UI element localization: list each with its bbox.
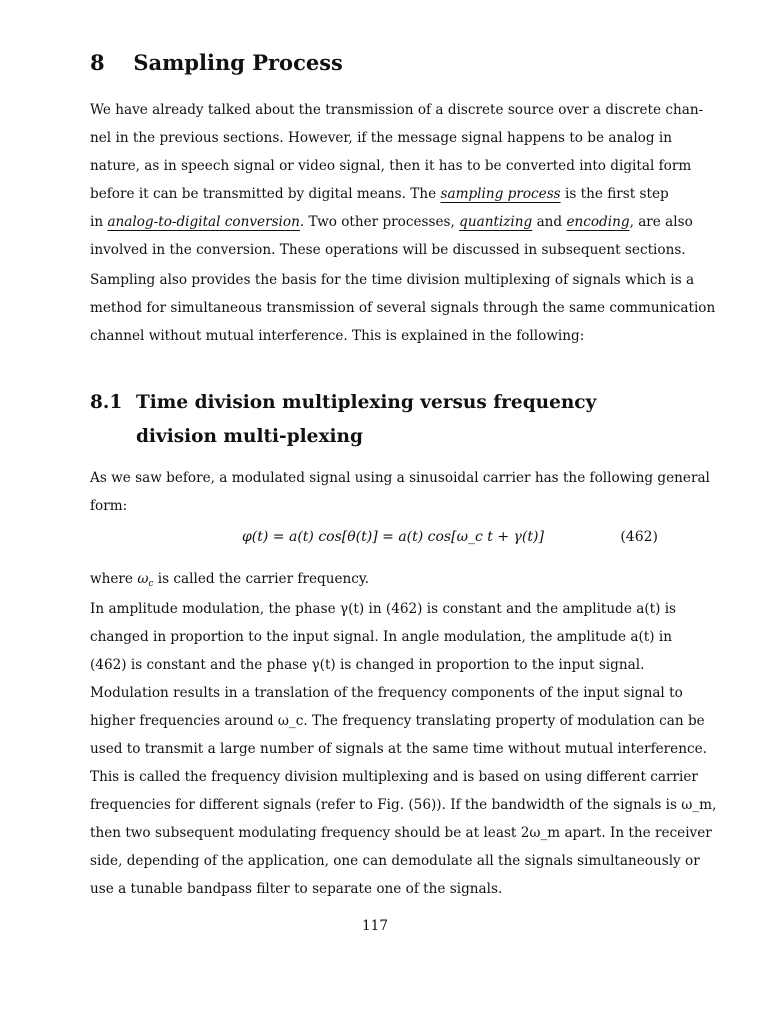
text-span: before it can be transmitted by digital means. The (90, 186, 437, 202)
paragraph-line (90, 208, 693, 236)
paragraph-line (90, 565, 660, 593)
paragraph-line: (462) is constant and the phase γ(t) is changed in proportion to the input signal. (90, 657, 645, 673)
paragraph-line: nel in the previous sections. However, if the message signal happens to be analog in (90, 130, 672, 146)
term-sampling-process: sampling process (440, 186, 561, 202)
term-analog-to-digital: analog-to-digital conversion (107, 214, 300, 230)
paragraph-intro (90, 96, 704, 264)
paragraph-line: then two subsequent modulating frequency should be at least 2ω_m apart. In the receiver (90, 825, 712, 841)
omega-symbol (137, 571, 153, 587)
text-span: where (90, 571, 133, 587)
paragraph-modulated-signal (90, 464, 710, 520)
text-span: is called the carrier frequency. (157, 571, 370, 587)
text-span: , are also (629, 214, 693, 230)
subscript-c: c (148, 579, 154, 589)
paragraph-line: use a tunable bandpass filter to separate one of the signals. (90, 881, 503, 897)
paragraph-line: side, depending of the application, one can demodulate all the signals simultaneously or (90, 853, 700, 869)
paragraph-line: changed in proportion to the input signal. In angle modulation, the amplitude a(t) in (90, 629, 672, 645)
term-quantizing: quantizing (459, 214, 533, 230)
paragraph-line: Sampling also provides the basis for the time division multiplexing of signals which is a (90, 272, 695, 288)
paragraph-line: As we saw before, a modulated signal using a sinusoidal carrier has the following general (90, 470, 710, 486)
paragraph-line: frequencies for different signals (refer to Fig. (56)). If the bandwidth of the signals is ω_m, (90, 797, 717, 813)
text-span: and (536, 214, 563, 230)
paragraph-line: Modulation results in a translation of the frequency components of the input signal to (90, 685, 683, 701)
subsection-number: 8.1 (90, 392, 123, 413)
paragraph-line: used to transmit a large number of signals at the same time without mutual interference. (90, 741, 707, 757)
paragraph-line: channel without mutual interference. This is explained in the following: (90, 328, 585, 344)
text-span: is the first step (564, 186, 669, 202)
paragraph-line: involved in the conversion. These operations will be discussed in subsequent sections. (90, 242, 686, 258)
section-number: 8 (90, 50, 105, 75)
paragraph-line: We have already talked about the transmission of a discrete source over a discrete chan- (90, 102, 704, 118)
equation-expression: φ(t) = a(t) cos[θ(t)] = a(t) cos[ω_c t + γ(t)] (242, 529, 544, 545)
equation-number: (462) (620, 529, 658, 545)
paragraph-fdm (90, 679, 717, 903)
paragraph-line: method for simultaneous transmission of several signals through the same communication (90, 300, 716, 316)
paragraph-line (90, 180, 669, 208)
page-number: 117 (362, 918, 388, 934)
section-title: Sampling Process (133, 50, 343, 75)
paragraph-line: nature, as in speech signal or video signal, then it has to be converted into digital form (90, 158, 692, 174)
paragraph-carrier (90, 565, 660, 593)
equation-462 (90, 525, 660, 553)
paragraph-line: In amplitude modulation, the phase γ(t) in (462) is constant and the amplitude a(t) is (90, 601, 677, 617)
text-span: in (90, 214, 104, 230)
document-page (90, 0, 717, 1024)
term-encoding: encoding (566, 214, 630, 230)
paragraph-amplitude-modulation (90, 595, 677, 679)
omega-char: ω (137, 571, 149, 587)
paragraph-sampling (90, 266, 716, 350)
section-heading (90, 50, 343, 75)
subsection-title: Time division multiplexing versus frequency division multi-plexing (136, 392, 597, 447)
paragraph-line: This is called the frequency division multiplexing and is based on using different carrier (90, 769, 698, 785)
subsection-heading (90, 386, 660, 454)
paragraph-line: higher frequencies around ω_c. The frequency translating property of modulation can be (90, 713, 705, 729)
text-span: . Two other processes, (299, 214, 455, 230)
paragraph-line: form: (90, 498, 128, 514)
